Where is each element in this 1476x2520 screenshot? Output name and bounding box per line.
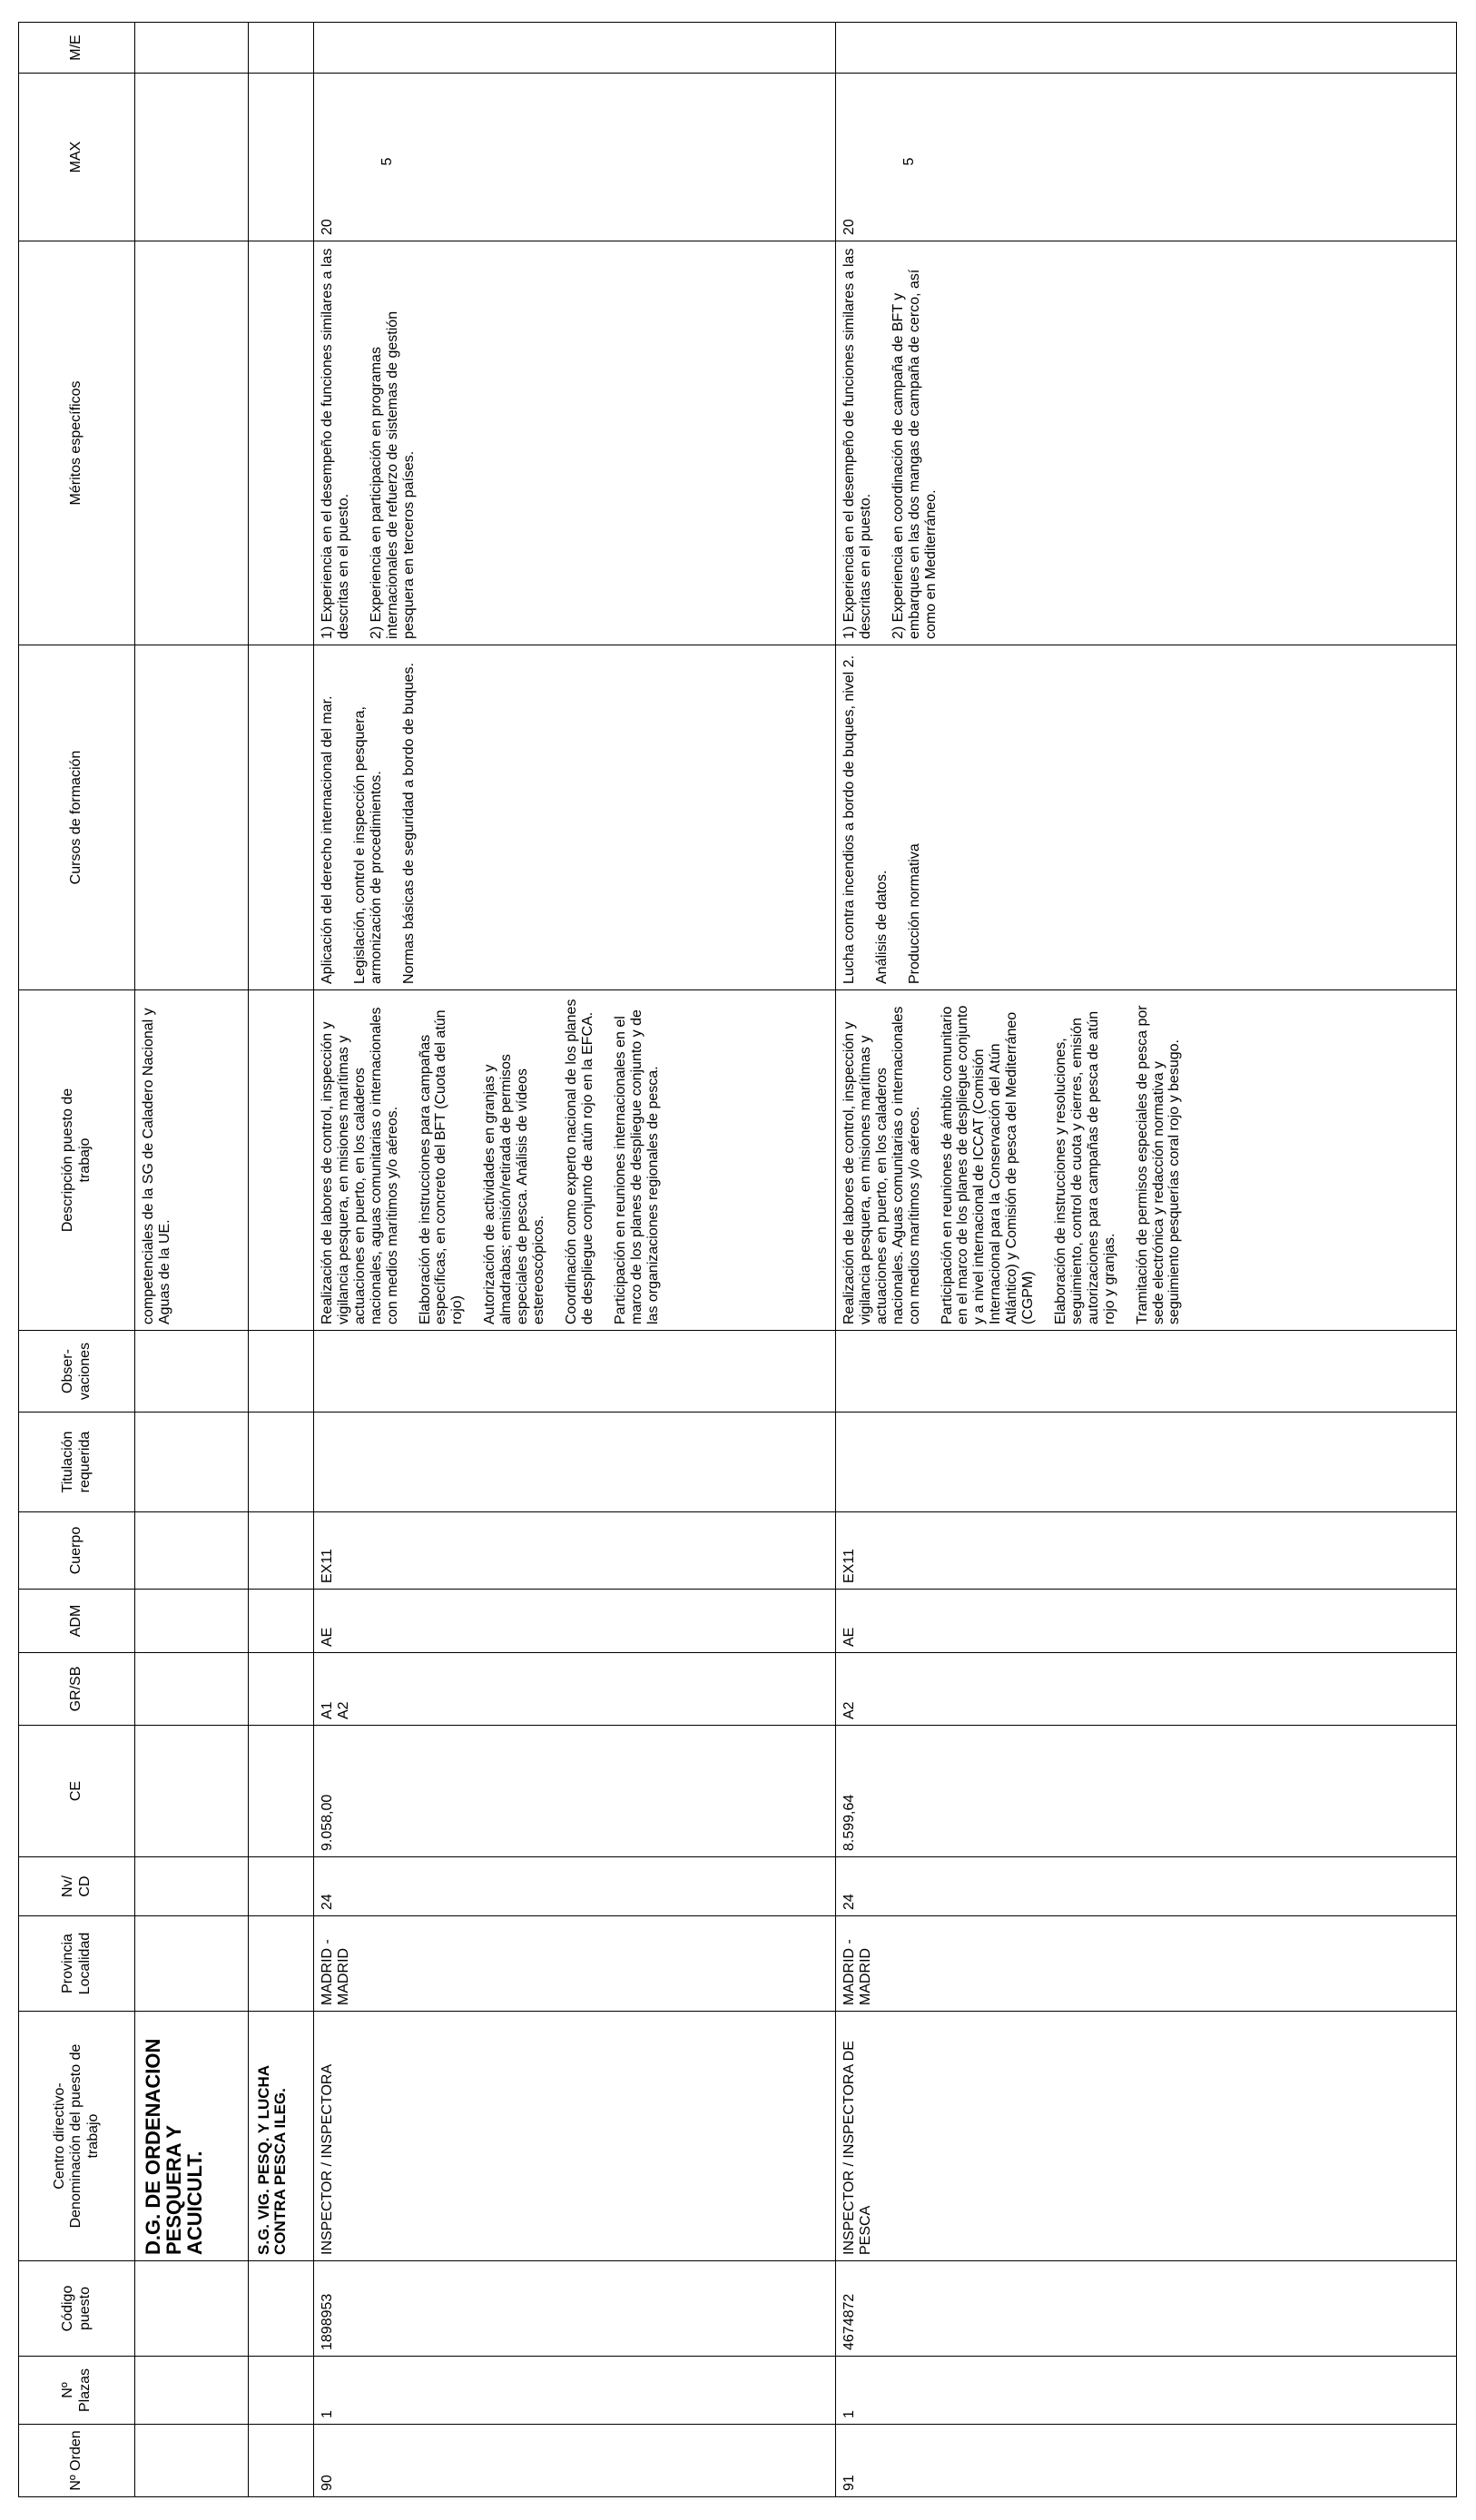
- header-nivel: [19, 1857, 135, 1916]
- descripcion-paragraph: Autorización de actividades en granjas y almadrabas; emisión/retirada de permisos especiales de pesca. Análisis de vídeos estereoscópicos.: [482, 1054, 546, 1324]
- max-value: 5: [900, 157, 917, 166]
- header-cuerpo: Cuerpo: [19, 1512, 135, 1590]
- header-codigo-line: Código: [60, 2285, 76, 2332]
- cell-empty: [249, 74, 314, 241]
- cell-empty: [135, 1857, 249, 1916]
- merito-item: 2) Experiencia en coordinación de campaña de BFT y embarques en las dos mangas de campaña de cerco, así como en Mediterráneo.: [890, 269, 939, 639]
- descripcion-paragraph: Tramitación de permisos especiales de pesca por sede electrónica y redacción normativa y seguimiento pesquerías coral rojo y besugo.: [1134, 1005, 1183, 1324]
- cell-empty: [249, 1590, 314, 1653]
- cell-empty: [135, 23, 249, 74]
- header-observaciones-line: Obser-: [60, 1349, 76, 1393]
- cell-empty: [249, 645, 314, 990]
- provincia-cell: MADRID - MADRID: [836, 1916, 1457, 2012]
- table-row: [314, 23, 836, 2497]
- descripcion-paragraph: Participación en reuniones de ámbito comunitario en el marco de los planes de despliegue conjunto y a nivel internacional de ICCAT (Comisión Internacional para la Conservación del Atún Atlántico) y Comisión de pesca del Mediterráneo (CGPM): [939, 1005, 1037, 1324]
- me-cell: [836, 23, 1457, 74]
- header-codigo: [19, 2261, 135, 2357]
- cell-empty: [249, 990, 314, 1331]
- cell-empty: [135, 1653, 249, 1726]
- curso-item: Análisis de datos.: [873, 870, 890, 984]
- descripcion-cell: [836, 990, 1457, 1331]
- section-sg-title: S.G. VIG. PESQ. Y LUCHA CONTRA PESCA ILEG.: [249, 2012, 314, 2261]
- header-nivel-line: CD: [76, 1875, 93, 1897]
- curso-item: Aplicación del derecho internacional del mar.: [320, 695, 335, 984]
- codigo-cell: 4674872: [836, 2261, 1457, 2357]
- max-value: 20: [841, 219, 857, 235]
- adm-cell: AE: [314, 1590, 836, 1653]
- meritos-cell: [314, 241, 836, 645]
- nivel-cell: 24: [314, 1857, 836, 1916]
- merito-item: 2) Experiencia en participación en programas internacionales de refuerzo de sistemas de gestión pesquera en terceros países.: [368, 310, 417, 639]
- section-row-sg: [249, 23, 314, 2497]
- ce-cell: 8.599,64: [836, 1726, 1457, 1857]
- descripcion-paragraph: Coordinación como experto nacional de los planes de despliegue conjunto de atún rojo en la EFCA.: [563, 999, 595, 1324]
- cell-empty: [249, 1653, 314, 1726]
- cursos-cell: [836, 645, 1457, 990]
- grsb-cell: [314, 1653, 836, 1726]
- grsb-cell: [836, 1653, 1457, 1726]
- header-centro-line: Centro directivo-: [51, 2082, 67, 2190]
- grsb-value: A2: [335, 1701, 351, 1719]
- cell-empty: [135, 74, 249, 241]
- plazas-cell: 1: [314, 2357, 836, 2425]
- header-row: [19, 23, 135, 2497]
- header-descripcion-line: Descripción puesto de: [60, 1088, 76, 1233]
- cell-empty: [249, 1726, 314, 1857]
- curso-item: Producción normativa: [906, 843, 922, 984]
- header-grsb: GR/SB: [19, 1653, 135, 1726]
- curso-item: Legislación, control e inspección pesquera, armonización de procedimientos.: [351, 706, 384, 984]
- cell-empty: [249, 1512, 314, 1590]
- grsb-value: A2: [841, 1701, 857, 1719]
- header-num-orden: Nº Orden: [19, 2425, 135, 2497]
- codigo-cell: 1898953: [314, 2261, 836, 2357]
- cell-empty: [249, 1857, 314, 1916]
- header-observaciones-line: vaciones: [76, 1342, 93, 1401]
- max-cell: [836, 74, 1457, 241]
- header-observaciones: [19, 1331, 135, 1413]
- cell-empty: [135, 1590, 249, 1653]
- meritos-cell: [836, 241, 1457, 645]
- cell-empty: [135, 241, 249, 645]
- titulacion-cell: [314, 1413, 836, 1512]
- cell-empty: [249, 23, 314, 74]
- cursos-cell: [314, 645, 836, 990]
- header-provincia-line: Localidad: [76, 1932, 93, 1995]
- merito-item: 1) Experiencia en el desempeño de funciones similares a las descritas en el puesto.: [320, 248, 351, 639]
- max-cell: [314, 74, 836, 241]
- header-titulacion-line: Titulación: [60, 1431, 76, 1493]
- cell-empty: [135, 645, 249, 990]
- descripcion-cell: [314, 990, 836, 1331]
- descripcion-paragraph: Participación en reuniones internacionales en el marco de los planes de despliegue conjunto y de las organizaciones regionales de pesca.: [612, 1009, 661, 1324]
- cell-empty: [135, 2357, 249, 2425]
- cell-empty: [249, 241, 314, 645]
- denominacion-cell: INSPECTOR / INSPECTORA: [314, 2012, 836, 2261]
- header-centro-line: Denominación del puesto de: [68, 2043, 84, 2229]
- cell-empty: [135, 1512, 249, 1590]
- header-descripcion-line: trabajo: [76, 1137, 93, 1183]
- table-row: [836, 23, 1457, 2497]
- header-titulacion: [19, 1413, 135, 1512]
- header-adm: ADM: [19, 1590, 135, 1653]
- section-row-dg: [135, 23, 249, 2497]
- titulacion-cell: [836, 1413, 1457, 1512]
- observaciones-cell: [314, 1331, 836, 1413]
- header-centro: [19, 2012, 135, 2261]
- header-ce: CE: [19, 1726, 135, 1857]
- adm-cell: AE: [836, 1590, 1457, 1653]
- descripcion-paragraph: Realización de labores de control, inspección y vigilancia pesquera, en misiones marítimas y actuaciones en puerto, en los caladeros nacionales. Aguas comunitarias o internacionales con medios marítimos y/o aéreos.: [841, 1006, 922, 1324]
- header-provincia: [19, 1916, 135, 2012]
- observaciones-cell: [836, 1331, 1457, 1413]
- descripcion-paragraph: Realización de labores de control, inspección y vigilancia pesquera, en misiones marítimas y actuaciones en puerto, en los caladeros nacionales, aguas comunitarias o internacionales con medios marítimos y/o aéreos.: [320, 1007, 400, 1324]
- grsb-value: A1: [320, 1701, 335, 1719]
- header-num-plazas: [19, 2357, 135, 2425]
- cell-empty: [135, 2425, 249, 2497]
- section-dg-title: D.G. DE ORDENACION PESQUERA Y ACUICULT.: [135, 2012, 249, 2261]
- cell-empty: [249, 1916, 314, 2012]
- curso-item: Normas básicas de seguridad a bordo de buques.: [400, 663, 417, 984]
- header-max: MAX: [19, 74, 135, 241]
- ce-cell: 9.058,00: [314, 1726, 836, 1857]
- header-centro-line: trabajo: [84, 2113, 101, 2159]
- cuerpo-cell: EX11: [314, 1512, 836, 1590]
- denominacion-cell: INSPECTOR / INSPECTORA DE PESCA: [836, 2012, 1457, 2261]
- cell-empty: [249, 1331, 314, 1413]
- nivel-cell: 24: [836, 1857, 1457, 1916]
- header-provincia-line: Provincia: [60, 1934, 76, 1993]
- orden-cell: 90: [314, 2425, 836, 2497]
- cell-empty: [249, 1413, 314, 1512]
- cell-empty: [135, 1916, 249, 2012]
- continuation-text: competenciales de la SG de Caladero Nacional y Aguas de la UE.: [135, 990, 249, 1331]
- job-positions-table: [18, 22, 1457, 2497]
- header-cursos: Cursos de formación: [19, 645, 135, 990]
- header-me: M/E: [19, 23, 135, 74]
- header-num-plazas-line: Plazas: [76, 2367, 93, 2413]
- header-descripcion: [19, 990, 135, 1331]
- me-cell: [314, 23, 836, 74]
- cell-empty: [135, 2261, 249, 2357]
- merito-item: 1) Experiencia en el desempeño de funciones similares a las descritas en el puesto.: [841, 248, 873, 639]
- cell-empty: [249, 2357, 314, 2425]
- descripcion-paragraph: Elaboración de instrucciones para campañas específicas, en concreto del BFT (Cuota del atún rojo): [417, 1009, 466, 1324]
- cell-empty: [135, 1331, 249, 1413]
- cell-empty: [249, 2425, 314, 2497]
- header-codigo-line: puesto: [76, 2286, 93, 2331]
- header-meritos: Méritos específicos: [19, 241, 135, 645]
- max-value: 5: [379, 157, 395, 166]
- header-titulacion-line: requerida: [76, 1431, 93, 1493]
- cell-empty: [135, 1726, 249, 1857]
- cell-empty: [135, 1413, 249, 1512]
- orden-cell: 91: [836, 2425, 1457, 2497]
- header-nivel-line: Nv/: [60, 1875, 76, 1897]
- plazas-cell: 1: [836, 2357, 1457, 2425]
- max-value: 20: [320, 219, 335, 235]
- descripcion-paragraph: Elaboración de instrucciones y resoluciones, seguimiento, control de cuota y cierres, emisión autorizaciones para campañas de pesca de atún rojo y granjas.: [1052, 1010, 1117, 1324]
- cell-empty: [249, 2261, 314, 2357]
- cuerpo-cell: EX11: [836, 1512, 1457, 1590]
- header-num-plazas-line: Nº: [60, 2382, 76, 2398]
- curso-item: Lucha contra incendios a bordo de buques, nivel 2.: [841, 655, 857, 984]
- provincia-cell: MADRID - MADRID: [314, 1916, 836, 2012]
